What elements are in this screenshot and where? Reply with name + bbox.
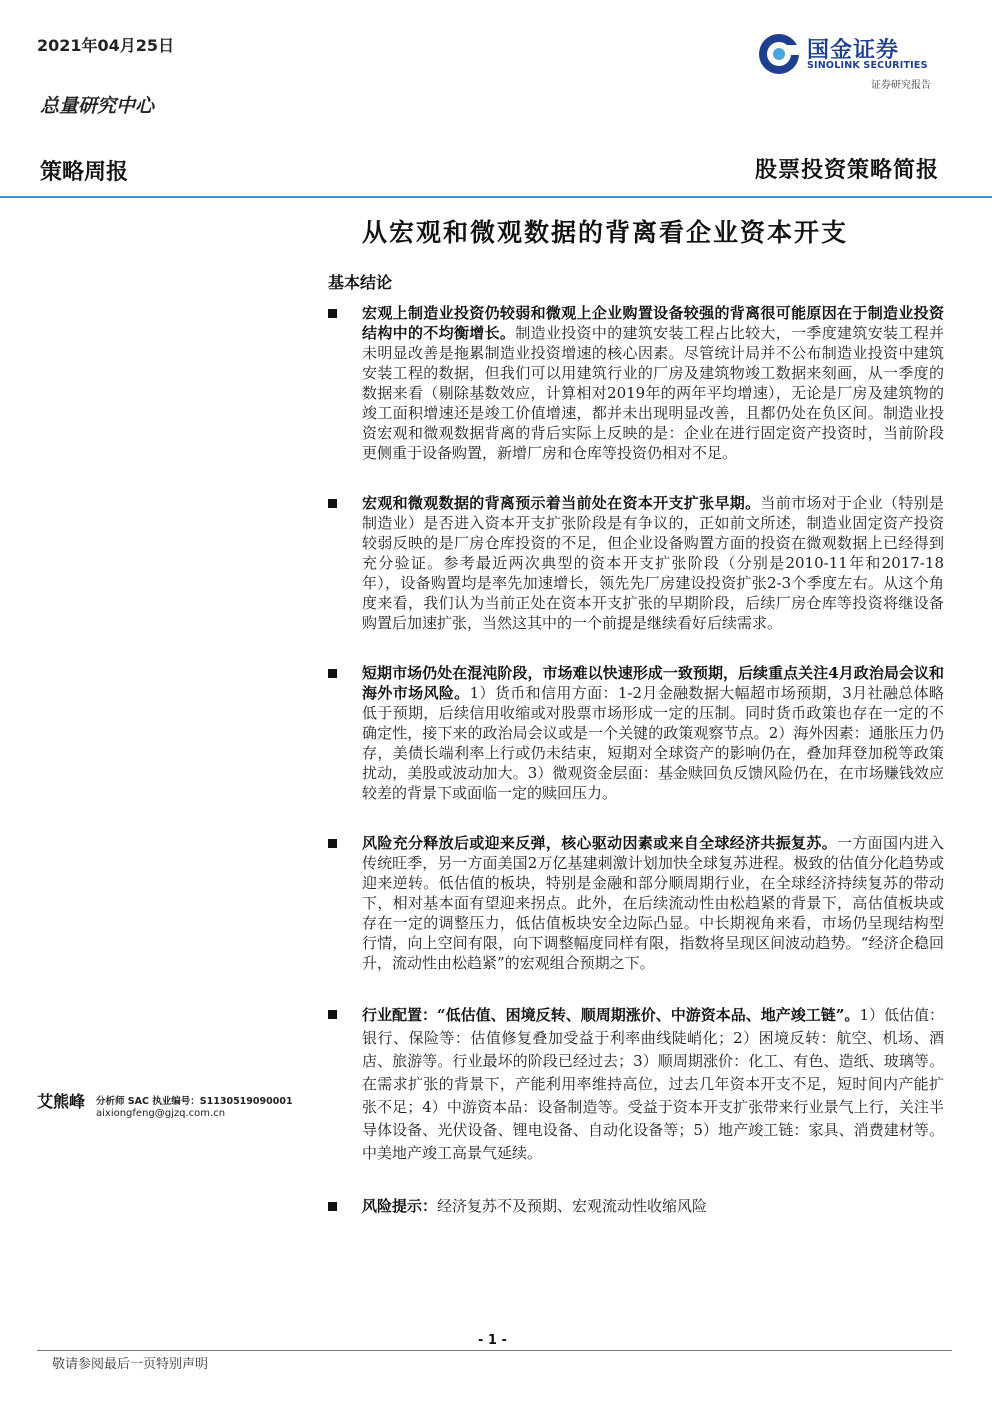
risk-warning	[362, 1196, 944, 1216]
bullet-marker	[328, 499, 337, 508]
point-heading: 宏观和微观数据的背离预示着当前处在资本开支扩张早期。	[362, 494, 761, 512]
point-heading: 行业配置：“低估值、困境反转、顺周期涨价、中游资本品、地产竣工链”。	[362, 1006, 860, 1024]
point-body: 1）低估值：银行、保险等：估值修复叠加受益于利率曲线陡峭化；2）困境反转：航空、机场、酒店、旅游等。行业最坏的阶段已经过去；3）顺周期涨价：化工、有色、造纸、玻璃等。在需求扩张的背景下，产能利用率维持高位，过去几年资本开支不足，短时间内产能扩张不足；4）中游资本品：设备制造等。受益于资本开支扩张带来行业景气上行，关注半导体设备、光伏设备、锂电设备、自动化设备等；5）地产竣工链：家具、消费建材等。中美地产竣工高景气延续。	[362, 1006, 945, 1162]
analyst-name: 艾熊峰	[37, 1092, 86, 1111]
point-heading: 短期市场仍处在混沌阶段，市场难以快速形成一致预期，后续重点关注4月政治局会议和海外市场风险。	[362, 664, 944, 702]
section-title: 基本结论	[328, 273, 393, 292]
logo-text-en: SINOLINK SECURITIES	[807, 60, 928, 71]
point-heading: 宏观上制造业投资仍较弱和微观上企业购置设备较强的背离很可能原因在于制造业投资结构中的不均衡增长。	[362, 304, 944, 342]
conclusion-point-3	[362, 663, 944, 803]
report-series: 股票投资策略简报	[754, 157, 939, 183]
header-divider	[0, 196, 992, 198]
conclusion-point-4	[362, 833, 944, 973]
point-body: 当前市场对于企业（特别是制造业）是否进入资本开支扩张阶段是有争议的，正如前文所述，制造业固定资产投资较弱反映的是厂房仓库投资的不足，但企业设备购置方面的投资在微观数据上已经得到充分验证。参考最近两次典型的资本开支扩张阶段（分别是2010-11年和2017-18年），设备购置均是率先加速增长，领先先厂房建设投资扩张2-3个季度左右。从这个角度来看，我们认为当前正处在资本开支扩张的早期阶段，后续厂房仓库等投资将继设备购置后加速扩张，当然这其中的一个前提是继续看好后续需求。	[362, 494, 944, 632]
conclusion-point-5	[362, 1004, 944, 1165]
point-body: 制造业投资中的建筑安装工程占比较大，一季度建筑安装工程并未明显改善是拖累制造业投资增速的核心因素。尽管统计局并不公布制造业投资中建筑安装工程的数据，但我们可以用建筑行业的厂房及建筑物竣工数据来刻画，从一季度的数据来看（剔除基数效应，计算相对2019年的两年平均增速），无论是厂房及建筑物的竣工面积增速还是竣工价值增速，都并未出现明显改善，且都仍处在负区间。制造业投资宏观和微观数据背离的背后实际上反映的是：企业在进行固定资产投资时，当前阶段更侧重于设备购置，新增厂房和仓库等投资仍相对不足。	[362, 324, 944, 462]
bullet-marker	[328, 839, 337, 848]
analyst-license: 分析师 SAC 执业编号：S1130519090001	[96, 1096, 293, 1107]
footer-disclaimer: 敬请参阅最后一页特别声明	[52, 1357, 209, 1372]
bullet-marker	[328, 669, 337, 678]
analyst-email[interactable]: aixiongfeng@gjzq.com.cn	[96, 1108, 226, 1119]
page-title: 从宏观和微观数据的背离看企业资本开支	[362, 218, 849, 247]
bullet-marker	[328, 1202, 337, 1211]
sinolink-logo-icon	[756, 31, 802, 77]
conclusion-point-1	[362, 303, 944, 463]
page-number: - 1 -	[478, 1333, 507, 1348]
logo-text-cn: 国金证券	[807, 38, 900, 63]
point-body: 一方面国内进入传统旺季，另一方面美国2万亿基建刺激计划加快全球复苏进程。极致的估值分化趋势或迎来逆转。低估值的板块，特别是金融和部分顺周期行业，在全球经济持续复苏的带动下，相对基本面有望迎来拐点。此外，在后续流动性由松趋紧的背景下，高估值板块或存在一定的调整压力，低估值板块安全边际凸显。中长期视角来看，市场仍呈现结构型行情，向上空间有限，向下调整幅度同样有限，指数将呈现区间波动趋势。“经济企稳回升，流动性由松趋紧”的宏观组合预期之下。	[362, 834, 944, 972]
point-heading: 风险充分释放后或迎来反弹，核心驱动因素或来自全球经济共振复苏。	[362, 834, 838, 852]
logo-subtitle: 证券研究报告	[871, 80, 931, 91]
point-body: 经济复苏不及预期、宏观流动性收缩风险	[437, 1197, 708, 1215]
bullet-marker	[328, 1010, 337, 1019]
bullet-marker	[328, 309, 337, 318]
point-body: 1）货币和信用方面：1-2月金融数据大幅超市场预期，3月社融总体略低于预期，后续信用收缩或对股票市场形成一定的压制。同时货币政策也存在一定的不确定性，接下来的政治局会议或是一个关键的政策观察节点。2）海外因素：通胀压力仍存，美债长端利率上行或仍未结束，短期对全球资产的影响仍在，叠加拜登加税等政策扰动，美股或波动加大。3）微观资金层面：基金赎回负反馈风险仍在，在市场赚钱效应较差的背景下或面临一定的赎回压力。	[362, 684, 944, 802]
footer-divider	[37, 1350, 952, 1351]
conclusion-point-2	[362, 493, 944, 633]
point-heading: 风险提示：	[362, 1197, 438, 1215]
report-type: 策略周报	[40, 160, 129, 185]
department-name: 总量研究中心	[40, 95, 155, 117]
report-date: 2021年04月25日	[37, 36, 175, 55]
